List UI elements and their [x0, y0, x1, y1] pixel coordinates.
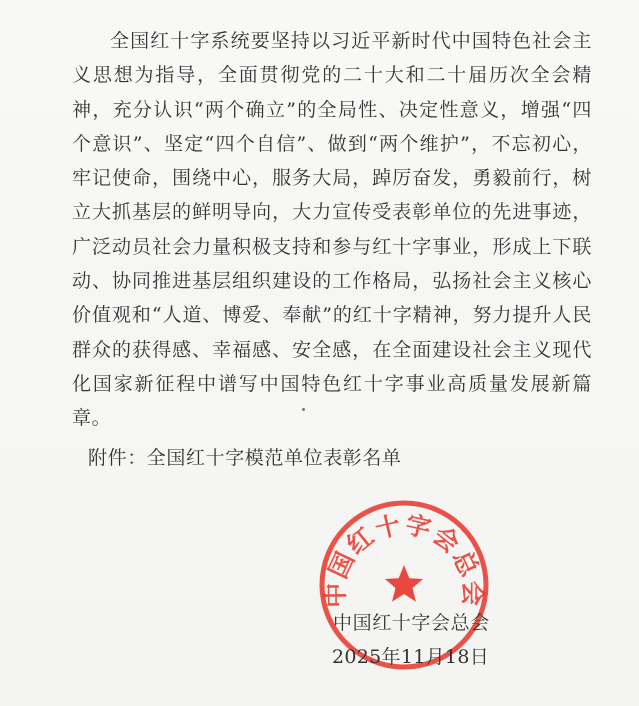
signing-date: 2025年11月18日 — [332, 646, 490, 668]
seal-text: 中国红十字会总会 — [320, 509, 488, 608]
stray-dot — [302, 408, 305, 411]
signing-organization: 中国红十字会总会 — [333, 612, 490, 634]
seal-star-icon — [385, 565, 423, 602]
attachment-line: 附件：全国红十字模范单位表彰名单 — [88, 447, 402, 469]
body-paragraph: 全国红十字系统要坚持以习近平新时代中国特色社会主义思想为指导，全面贯彻党的二十大和二十届历次全会精神，充分认识“两个确立”的全局性、决定性意义，增强“四个意识”、坚定“四个自信”、做到“两个维护”，不忘初心，牢记使命，围绕中心，服务大局，踔厉奋发，勇毅前行，树立大抓基层的鲜明导向，大力宣传受表彰单位的先进事迹，广泛动员社会力量积极支持和参与红十字事业，形成上下联动、协同推进基层组织建设的工作格局，弘扬社会主义核心价值观和“人道、博爱、奉献”的红十字精神，努力提升人民群众的获得感、幸福感、安全感，在全面建设社会主义现代化国家新征程中谱写中国特色红十字事业高质量发展新篇章。 — [72, 30, 592, 430]
